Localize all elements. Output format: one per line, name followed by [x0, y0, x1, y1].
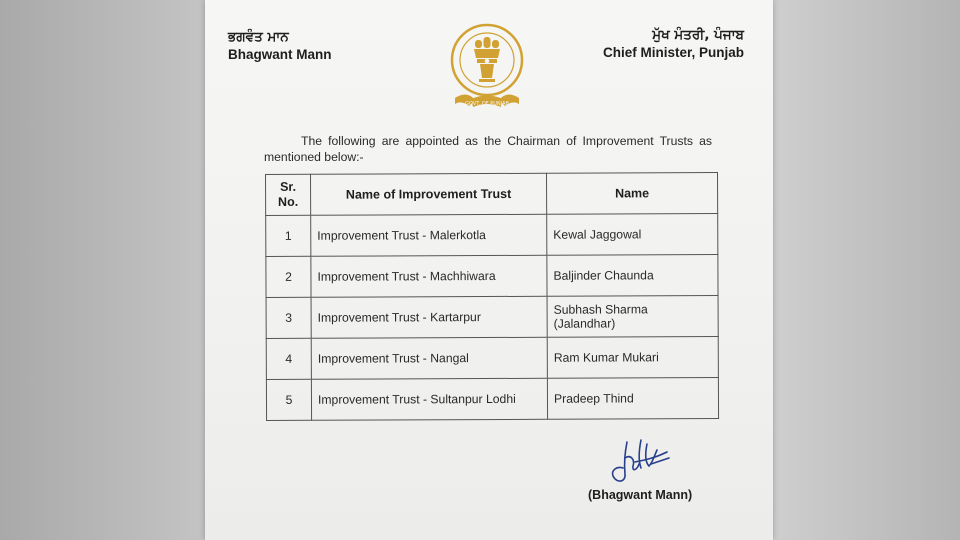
signature-icon — [605, 436, 675, 486]
background-left — [0, 0, 205, 540]
header-trust-name: Name of Improvement Trust — [311, 173, 547, 215]
row-chairman-name: Kewal Jaggowal — [547, 214, 718, 256]
row-chairman-name: Subhash Sharma (Jalandhar) — [547, 296, 718, 338]
letter-document — [205, 0, 773, 540]
header-left-block — [228, 28, 332, 64]
row-trust-name: Improvement Trust - Machhiwara — [311, 255, 547, 297]
header-right-english: Chief Minister, Punjab — [602, 45, 744, 60]
signatory-name: (Bhagwant Mann) — [588, 488, 693, 502]
emblem-ribbon-text: GOVT. OF PUNJAB — [465, 101, 509, 107]
row-chairman-name: Pradeep Thind — [547, 378, 718, 420]
table-row — [266, 255, 718, 298]
row-chairman-name: Baljinder Chaunda — [547, 255, 718, 297]
row-chairman-name: Ram Kumar Mukari — [547, 337, 718, 379]
row-sr-no: 2 — [266, 256, 311, 297]
table-row — [266, 296, 718, 339]
state-emblem-icon — [447, 20, 527, 112]
table-row — [266, 214, 718, 257]
table-header-row — [266, 173, 718, 216]
appointments-table — [265, 172, 719, 421]
table-row — [266, 337, 718, 380]
header-right-block — [603, 26, 744, 62]
row-trust-name: Improvement Trust - Nangal — [311, 337, 547, 379]
intro-paragraph: The following are appointed as the Chairman of Improvement Trusts as mentioned below:- — [264, 134, 712, 164]
header-chairman-name: Name — [546, 173, 717, 215]
header-left-punjabi: ਭਗਵੰਤ ਮਾਨ — [228, 29, 289, 45]
header-left-english: Bhagwant Mann — [228, 47, 332, 62]
row-sr-no: 4 — [266, 338, 311, 379]
table-row — [266, 378, 718, 421]
row-sr-no: 1 — [266, 215, 311, 256]
header-right-punjabi: ਮੁੱਖ ਮੰਤਰੀ, ਪੰਜਾਬ — [652, 27, 744, 43]
row-trust-name: Improvement Trust - Kartarpur — [311, 296, 547, 338]
row-sr-no: 3 — [266, 297, 311, 338]
row-sr-no: 5 — [266, 379, 311, 420]
background-right — [770, 0, 960, 540]
header-sr-no: Sr. No. — [266, 174, 311, 215]
row-trust-name: Improvement Trust - Malerkotla — [311, 214, 547, 256]
row-trust-name: Improvement Trust - Sultanpur Lodhi — [311, 378, 547, 420]
